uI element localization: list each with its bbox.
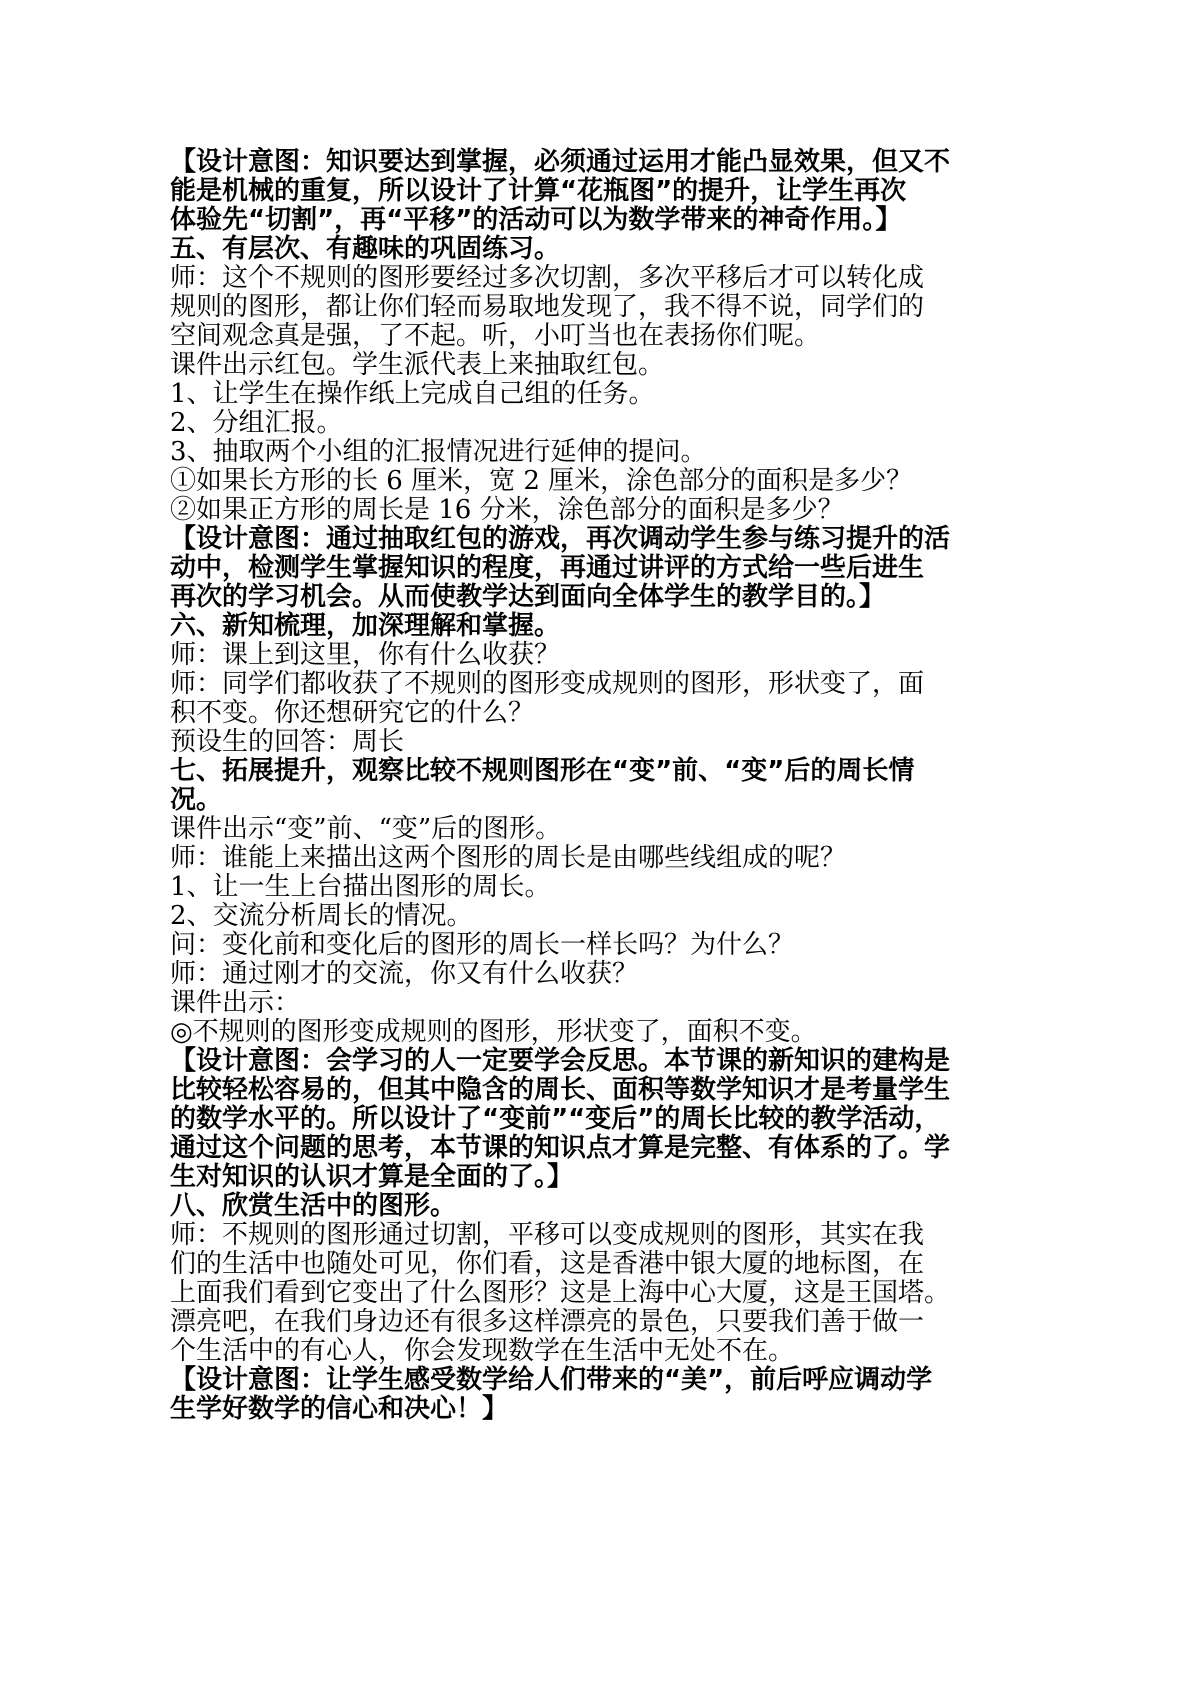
courseware-label: 课件出示： — [170, 988, 301, 1018]
teacher-remark-line: 空间观念真是强，了不起。听，小叮当也在表扬你们呢。 — [170, 321, 821, 351]
design-intent-line: 【设计意图：通过抽取红包的游戏，再次调动学生参与练习提升的活 — [170, 524, 951, 554]
section-heading: 五、有层次、有趣味的巩固练习。 — [170, 234, 561, 264]
teacher-remark-line: 规则的图形，都让你们轻而易取地发现了，我不得不说，同学们的 — [170, 292, 925, 322]
teacher-remark-line: 个生活中的有心人，你会发现数学在生活中无处不在。 — [170, 1336, 795, 1366]
teacher-question: 师：课上到这里，你有什么收获？ — [170, 640, 561, 670]
teacher-remark-line: 师：这个不规则的图形要经过多次切割，多次平移后才可以转化成 — [170, 263, 925, 293]
design-intent-line: 生学好数学的信心和决心！】 — [170, 1394, 509, 1424]
expected-answer: 预设生的回答：周长 — [170, 727, 405, 757]
step-item: 2、交流分析周长的情况。 — [170, 901, 473, 931]
design-intent-line: 生对知识的认识才算是全面的了。】 — [170, 1162, 574, 1192]
design-intent-line: 体验先“切割”，再“平移”的活动可以为数学带来的神奇作用。】 — [170, 205, 902, 235]
design-intent-block — [170, 148, 1070, 235]
design-intent-line: 再次的学习机会。从而使教学达到面向全体学生的教学目的。】 — [170, 582, 886, 612]
teacher-remark-line: 漂亮吧，在我们身边还有很多这样漂亮的景色，只要我们善于做一 — [170, 1307, 925, 1337]
teacher-remark-line: 积不变。你还想研究它的什么？ — [170, 698, 535, 728]
step-item: 1、让学生在操作纸上完成自己组的任务。 — [170, 379, 655, 409]
design-intent-line: 比较轻松容易的，但其中隐含的周长、面积等数学知识才是考量学生 — [170, 1075, 951, 1105]
section-heading: 八、欣赏生活中的图形。 — [170, 1191, 457, 1221]
question-item: ①如果长方形的长 6 厘米，宽 2 厘米，涂色部分的面积是多少？ — [170, 466, 913, 496]
design-intent-line: 通过这个问题的思考，本节课的知识点才算是完整、有体系的了。学 — [170, 1133, 951, 1163]
section-heading: 况。 — [170, 785, 223, 815]
teacher-remark-line: 师：不规则的图形通过切割，平移可以变成规则的图形，其实在我 — [170, 1220, 925, 1250]
design-intent-line: 能是机械的重复，所以设计了计算“花瓶图”的提升，让学生再次 — [170, 176, 907, 206]
section-seven — [170, 757, 1070, 1192]
document-page — [170, 148, 1070, 1424]
teacher-question: 师：谁能上来描出这两个图形的周长是由哪些线组成的呢？ — [170, 843, 847, 873]
section-heading: 六、新知梳理，加深理解和掌握。 — [170, 611, 561, 641]
design-intent-line: 【设计意图：知识要达到掌握，必须通过运用才能凸显效果，但又不 — [170, 147, 951, 177]
question-item: ②如果正方形的周长是 16 分米，涂色部分的面积是多少？ — [170, 495, 844, 525]
courseware-note: 课件出示“变”前、“变”后的图形。 — [170, 814, 562, 844]
teacher-remark-line: 师：同学们都收获了不规则的图形变成规则的图形，形状变了，面 — [170, 669, 925, 699]
step-item: 2、分组汇报。 — [170, 408, 343, 438]
design-intent-line: 【设计意图：会学习的人一定要学会反思。本节课的新知识的建构是 — [170, 1046, 951, 1076]
section-eight — [170, 1192, 1070, 1424]
conclusion-line: ◎不规则的图形变成规则的图形，形状变了，面积不变。 — [170, 1017, 817, 1047]
section-heading: 七、拓展提升，观察比较不规则图形在“变”前、“变”后的周长情 — [170, 756, 915, 786]
courseware-note: 课件出示红包。学生派代表上来抽取红包。 — [170, 350, 665, 380]
question-item: 问：变化前和变化后的图形的周长一样长吗？为什么？ — [170, 930, 795, 960]
teacher-remark-line: 上面我们看到它变出了什么图形？这是上海中心大厦，这是王国塔。 — [170, 1278, 951, 1308]
design-intent-line: 动中，检测学生掌握知识的程度，再通过讲评的方式给一些后进生 — [170, 553, 925, 583]
step-item: 3、抽取两个小组的汇报情况进行延伸的提问。 — [170, 437, 707, 467]
section-six — [170, 612, 1070, 757]
design-intent-line: 【设计意图：让学生感受数学给人们带来的“美”，前后呼应调动学 — [170, 1365, 933, 1395]
teacher-followup: 师：通过刚才的交流，你又有什么收获？ — [170, 959, 639, 989]
step-item: 1、让一生上台描出图形的周长。 — [170, 872, 551, 902]
section-five — [170, 235, 1070, 612]
teacher-remark-line: 们的生活中也随处可见，你们看，这是香港中银大厦的地标图，在 — [170, 1249, 925, 1279]
design-intent-line: 的数学水平的。所以设计了“变前”“变后”的周长比较的教学活动， — [170, 1104, 941, 1134]
